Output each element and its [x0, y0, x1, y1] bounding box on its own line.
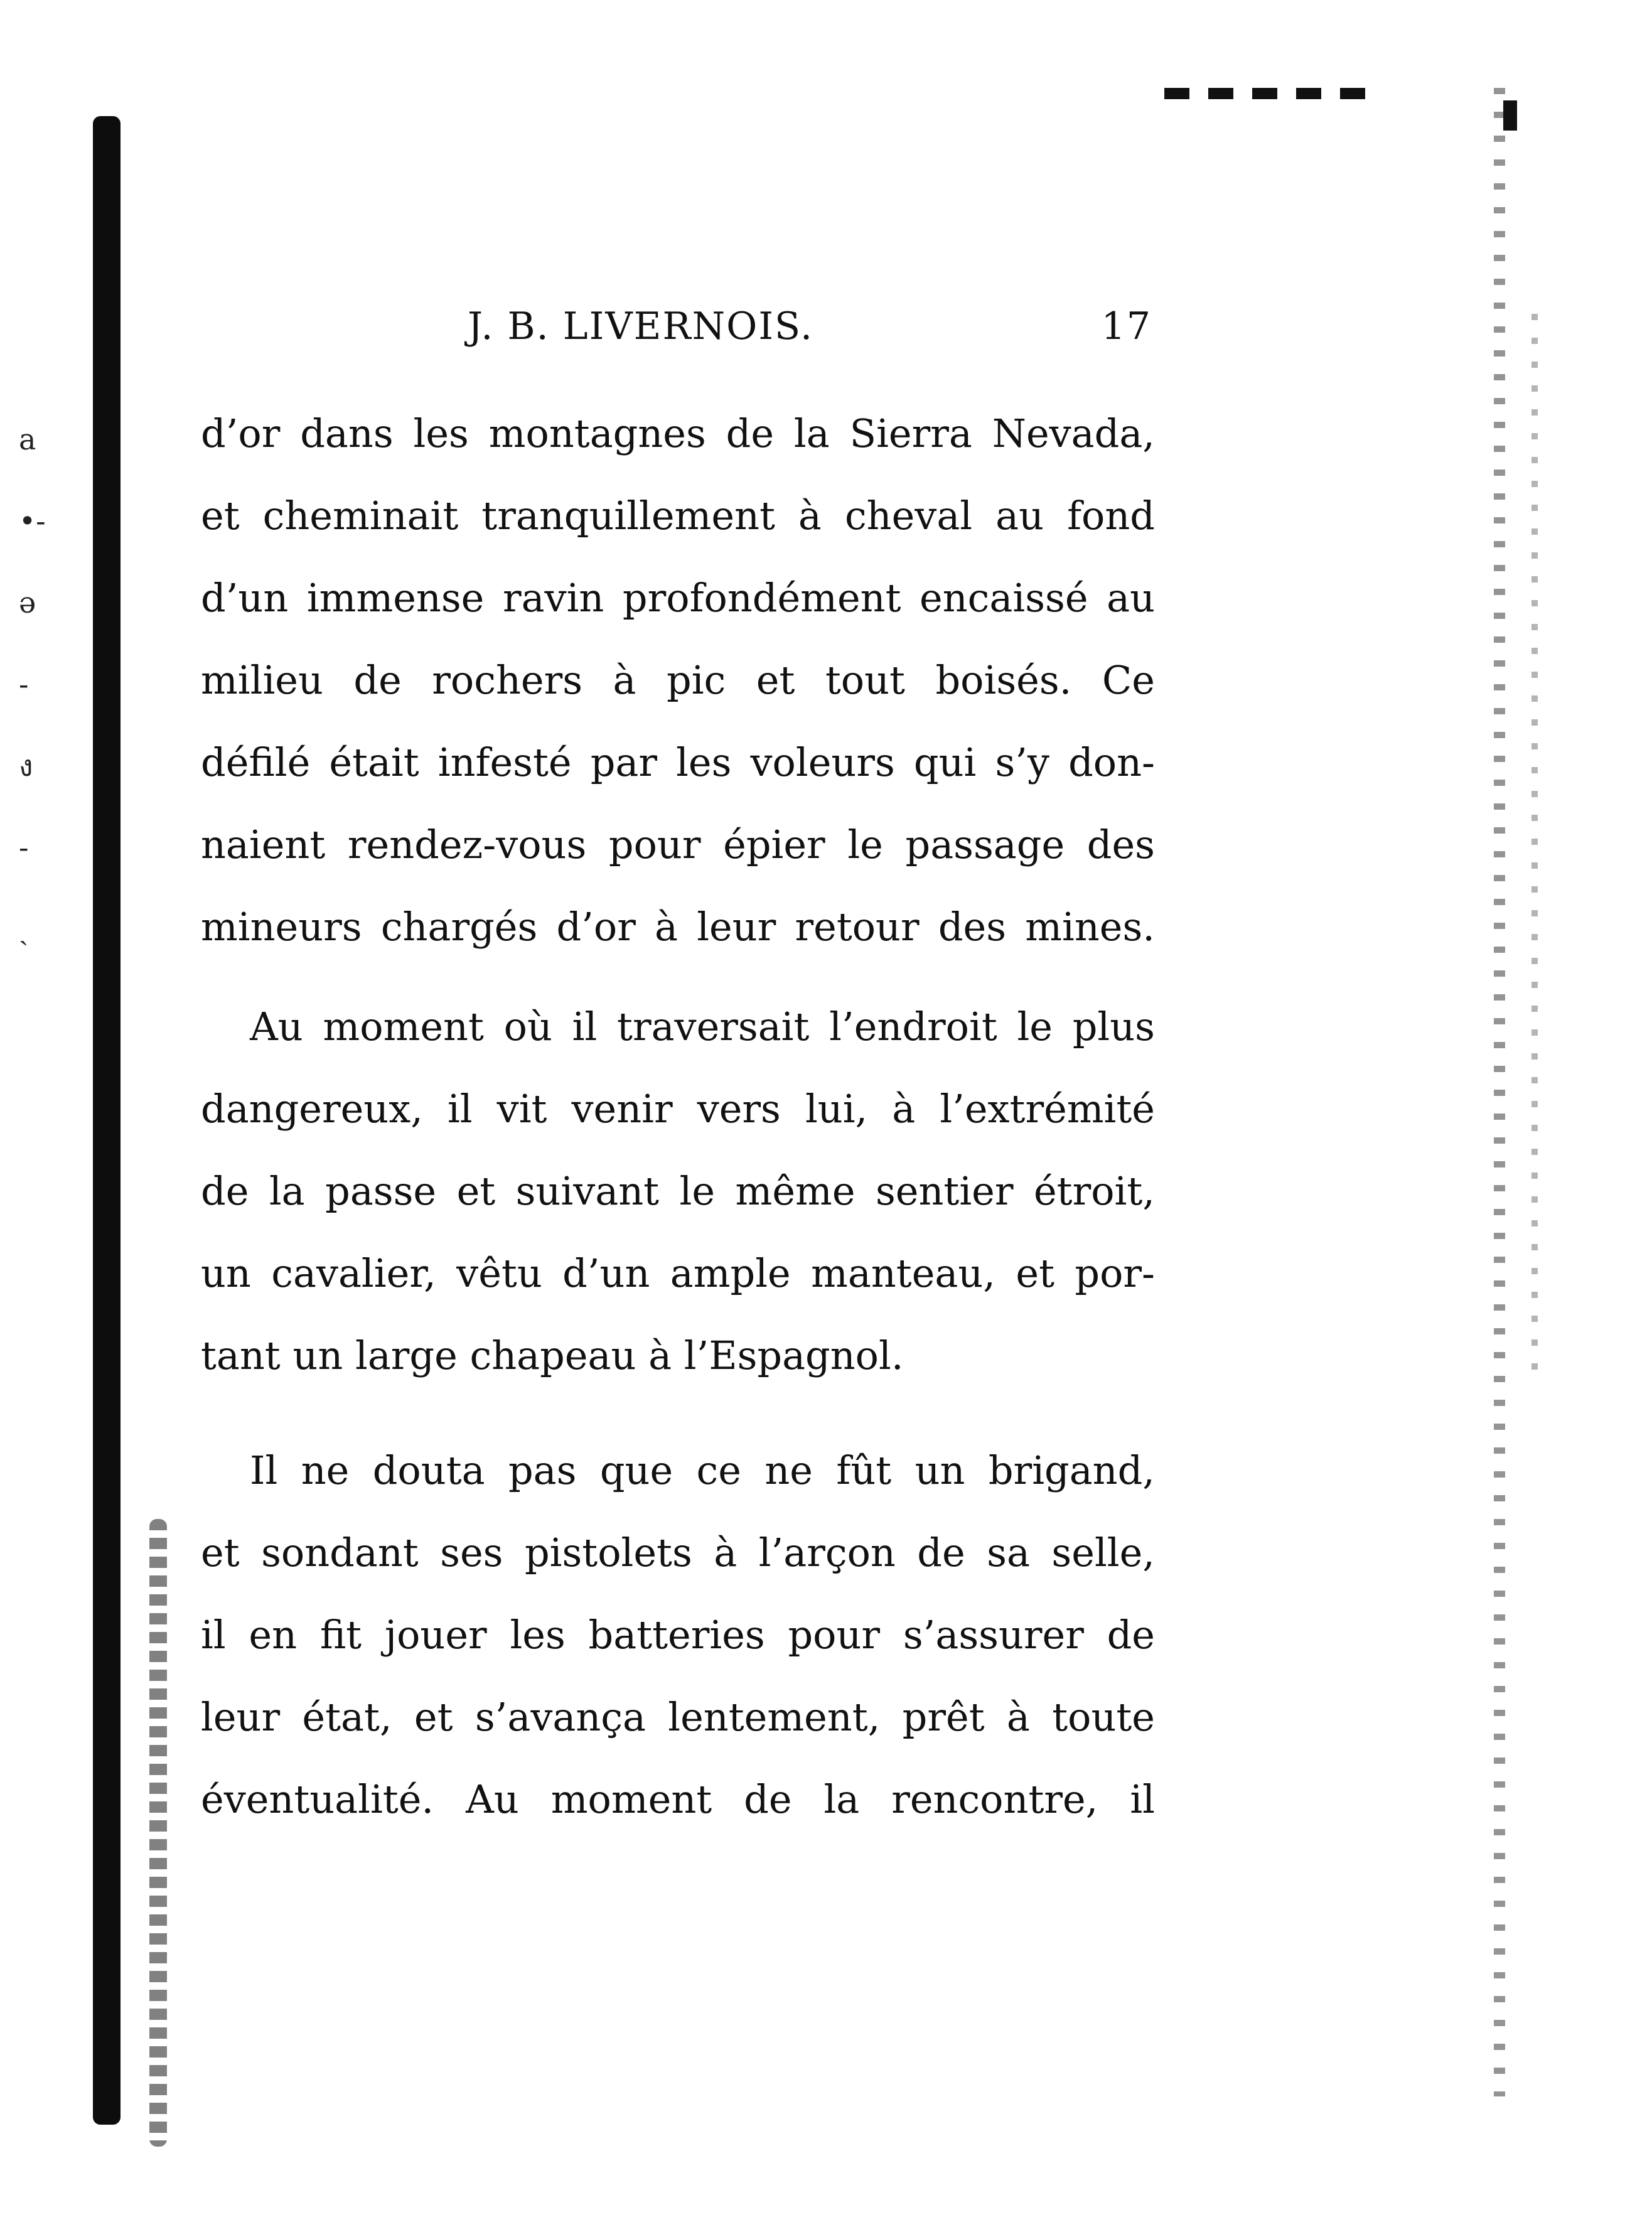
residue-char: a	[19, 422, 36, 456]
facing-page-residue	[19, 399, 56, 970]
paragraph	[201, 1429, 1155, 1840]
text-line: il en fit jouer les batteries pour s’assurer de	[201, 1612, 1155, 1658]
text-line: milieu de rochers à pic et tout boisés. Ce	[201, 657, 1155, 703]
right-edge-marks-inner	[1531, 314, 1538, 1381]
body-text	[201, 392, 1155, 1840]
residue-char: -	[19, 667, 29, 701]
residue-char: ˏ	[19, 912, 29, 946]
text-line: mineurs chargés d’or à leur retour des mines.	[201, 904, 1155, 950]
text-line: d’or dans les montagnes de la Sierra Nevada,	[201, 411, 1155, 456]
text-line: un cavalier, vêtu d’un ample manteau, et por-	[201, 1250, 1155, 1296]
page-number: 17	[1101, 304, 1152, 348]
text-line: défilé était infesté par les voleurs qui s’y don-	[201, 739, 1155, 785]
right-edge-marks	[1494, 88, 1505, 2096]
running-title: J. B. LIVERNOIS.	[468, 304, 814, 348]
running-header	[468, 301, 1152, 351]
paragraph	[201, 392, 1155, 968]
text-line: dangereux, il vit venir vers lui, à l’extrémité	[201, 1086, 1155, 1132]
text-line: Il ne douta pas que ce ne fût un brigand,	[250, 1447, 1155, 1493]
residue-char: -	[19, 830, 29, 864]
binding-shadow	[93, 116, 121, 2125]
text-line: de la passe et suivant le même sentier étroit,	[201, 1168, 1155, 1214]
text-line: naient rendez-vous pour épier le passage des	[201, 822, 1155, 867]
residue-char: ง	[19, 749, 33, 783]
text-line: tant un large chapeau à l’Espagnol.	[201, 1333, 904, 1378]
binding-speckle	[149, 1519, 167, 2147]
residue-char: ə	[19, 586, 36, 620]
text-line: d’un immense ravin profondément encaissé au	[201, 575, 1155, 621]
text-line: et sondant ses pistolets à l’arçon de sa selle,	[201, 1530, 1155, 1575]
text-line: éventualité. Au moment de la rencontre, il	[201, 1776, 1155, 1822]
residue-char: •-	[19, 504, 46, 538]
text-line: leur état, et s’avança lentement, prêt à toute	[201, 1694, 1155, 1740]
text-line: Au moment où il traversait l’endroit le plus	[250, 1004, 1155, 1049]
corner-mark	[1503, 100, 1517, 131]
text-line: et cheminait tranquillement à cheval au fond	[201, 493, 1155, 539]
paragraph	[201, 985, 1155, 1397]
top-edge-marks	[1164, 88, 1365, 99]
